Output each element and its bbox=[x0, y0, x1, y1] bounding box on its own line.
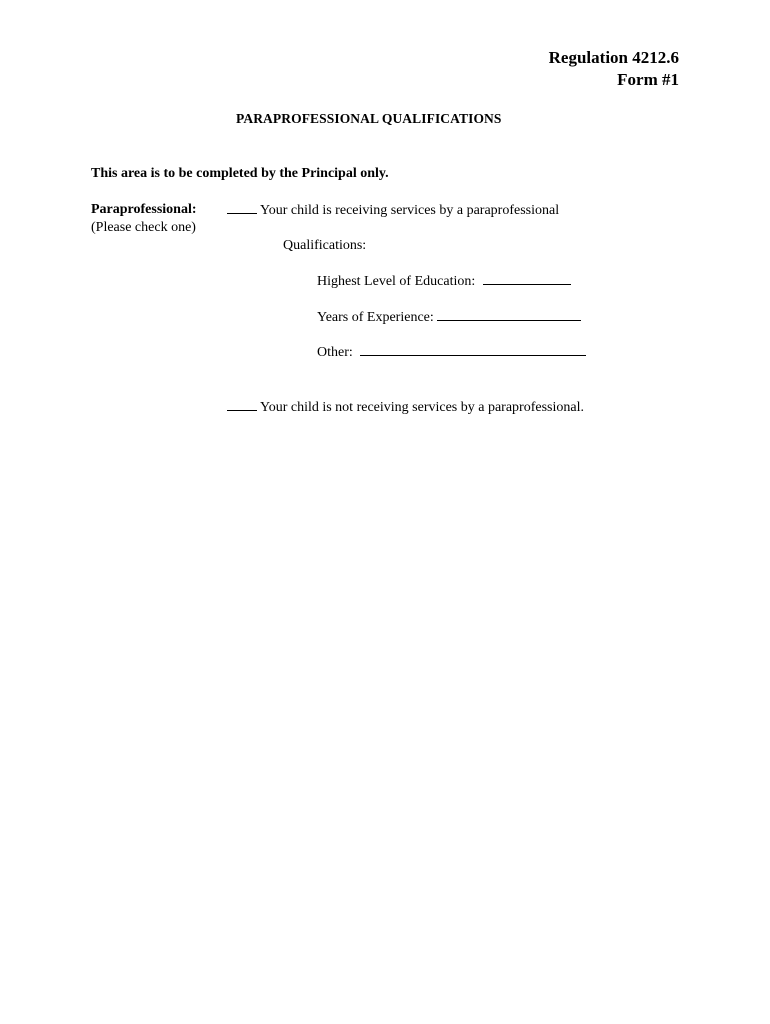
education-field[interactable] bbox=[483, 272, 571, 285]
page-title: PARAPROFESSIONAL QUALIFICATIONS bbox=[236, 111, 502, 126]
other-label: Other: bbox=[317, 345, 353, 360]
section-label: Paraprofessional: bbox=[91, 202, 197, 217]
experience-row bbox=[317, 308, 581, 327]
option-receiving-label: Your child is receiving services by a paraprofessional bbox=[259, 203, 560, 218]
regulation-number: Regulation 4212.6 bbox=[548, 48, 679, 67]
option-not-receiving-row bbox=[227, 398, 584, 417]
experience-label: Years of Experience: bbox=[317, 310, 434, 325]
form-number: Form #1 bbox=[617, 70, 679, 89]
other-row bbox=[317, 343, 586, 362]
other-field[interactable] bbox=[360, 343, 586, 356]
education-row bbox=[317, 272, 571, 291]
option-not-receiving-label: Your child is not receiving services by a paraprofessional. bbox=[259, 400, 584, 415]
qualifications-heading: Qualifications: bbox=[283, 238, 367, 253]
education-label: Highest Level of Education: bbox=[317, 274, 476, 289]
option-not-receiving-checkbox[interactable] bbox=[227, 398, 257, 411]
experience-field[interactable] bbox=[437, 308, 581, 321]
option-receiving-checkbox[interactable] bbox=[227, 201, 257, 214]
section-sublabel: (Please check one) bbox=[91, 220, 196, 235]
option-receiving-row bbox=[227, 201, 559, 220]
instruction-text: This area is to be completed by the Principal only. bbox=[91, 166, 389, 181]
